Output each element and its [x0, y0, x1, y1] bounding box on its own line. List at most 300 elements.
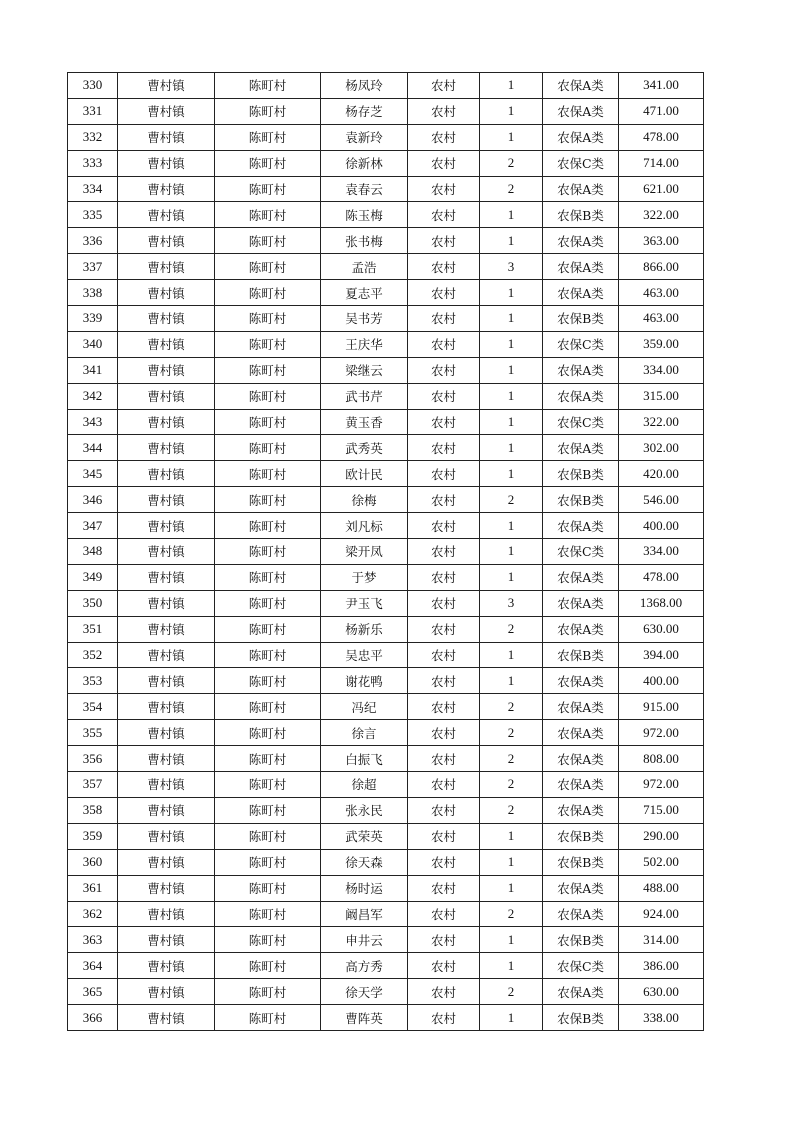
category-cell: 农保A类: [543, 254, 619, 280]
name-cell: 刘凡标: [321, 513, 408, 539]
category-cell: 农保A类: [543, 590, 619, 616]
village-cell: 陈町村: [215, 746, 321, 772]
table-row: [68, 694, 704, 720]
household-type-cell: 农村: [408, 306, 480, 332]
household-size-cell: 2: [480, 487, 543, 513]
amount-cell: 338.00: [619, 1005, 704, 1031]
serial-number-cell: 362: [68, 901, 118, 927]
category-cell: 农保A类: [543, 694, 619, 720]
table-row: [68, 720, 704, 746]
table-row: [68, 409, 704, 435]
household-type-cell: 农村: [408, 746, 480, 772]
table-row: [68, 927, 704, 953]
category-cell: 农保A类: [543, 720, 619, 746]
town-cell: 曹村镇: [118, 331, 215, 357]
amount-cell: 386.00: [619, 953, 704, 979]
category-cell: 农保A类: [543, 73, 619, 99]
household-type-cell: 农村: [408, 280, 480, 306]
village-cell: 陈町村: [215, 901, 321, 927]
household-size-cell: 1: [480, 306, 543, 332]
town-cell: 曹村镇: [118, 228, 215, 254]
household-type-cell: 农村: [408, 668, 480, 694]
category-cell: 农保B类: [543, 642, 619, 668]
serial-number-cell: 364: [68, 953, 118, 979]
village-cell: 陈町村: [215, 409, 321, 435]
household-type-cell: 农村: [408, 150, 480, 176]
household-size-cell: 1: [480, 73, 543, 99]
category-cell: 农保C类: [543, 953, 619, 979]
amount-cell: 400.00: [619, 513, 704, 539]
household-type-cell: 农村: [408, 927, 480, 953]
table-row: [68, 98, 704, 124]
table-row: [68, 668, 704, 694]
serial-number-cell: 338: [68, 280, 118, 306]
category-cell: 农保A类: [543, 746, 619, 772]
table-row: [68, 202, 704, 228]
category-cell: 农保B类: [543, 202, 619, 228]
serial-number-cell: 349: [68, 564, 118, 590]
category-cell: 农保B类: [543, 823, 619, 849]
amount-cell: 359.00: [619, 331, 704, 357]
amount-cell: 715.00: [619, 797, 704, 823]
amount-cell: 621.00: [619, 176, 704, 202]
household-size-cell: 1: [480, 383, 543, 409]
serial-number-cell: 340: [68, 331, 118, 357]
village-cell: 陈町村: [215, 772, 321, 798]
serial-number-cell: 358: [68, 797, 118, 823]
household-type-cell: 农村: [408, 331, 480, 357]
town-cell: 曹村镇: [118, 98, 215, 124]
amount-cell: 915.00: [619, 694, 704, 720]
household-type-cell: 农村: [408, 539, 480, 565]
category-cell: 农保A类: [543, 875, 619, 901]
household-type-cell: 农村: [408, 487, 480, 513]
table-row: [68, 435, 704, 461]
amount-cell: 478.00: [619, 124, 704, 150]
table-row: [68, 254, 704, 280]
town-cell: 曹村镇: [118, 1005, 215, 1031]
household-size-cell: 1: [480, 823, 543, 849]
town-cell: 曹村镇: [118, 772, 215, 798]
serial-number-cell: 350: [68, 590, 118, 616]
amount-cell: 394.00: [619, 642, 704, 668]
table-row: [68, 176, 704, 202]
amount-cell: 630.00: [619, 979, 704, 1005]
household-type-cell: 农村: [408, 642, 480, 668]
town-cell: 曹村镇: [118, 564, 215, 590]
town-cell: 曹村镇: [118, 461, 215, 487]
household-size-cell: 1: [480, 461, 543, 487]
village-cell: 陈町村: [215, 98, 321, 124]
name-cell: 吴忠平: [321, 642, 408, 668]
amount-cell: 471.00: [619, 98, 704, 124]
town-cell: 曹村镇: [118, 642, 215, 668]
household-type-cell: 农村: [408, 953, 480, 979]
amount-cell: 363.00: [619, 228, 704, 254]
household-size-cell: 1: [480, 513, 543, 539]
category-cell: 农保A类: [543, 357, 619, 383]
serial-number-cell: 361: [68, 875, 118, 901]
table-row: [68, 124, 704, 150]
amount-cell: 866.00: [619, 254, 704, 280]
name-cell: 徐言: [321, 720, 408, 746]
household-size-cell: 1: [480, 953, 543, 979]
town-cell: 曹村镇: [118, 979, 215, 1005]
village-cell: 陈町村: [215, 150, 321, 176]
table-row: [68, 228, 704, 254]
town-cell: 曹村镇: [118, 254, 215, 280]
serial-number-cell: 333: [68, 150, 118, 176]
town-cell: 曹村镇: [118, 280, 215, 306]
household-type-cell: 农村: [408, 435, 480, 461]
table-row: [68, 875, 704, 901]
name-cell: 袁春云: [321, 176, 408, 202]
amount-cell: 314.00: [619, 927, 704, 953]
amount-cell: 302.00: [619, 435, 704, 461]
serial-number-cell: 360: [68, 849, 118, 875]
household-type-cell: 农村: [408, 513, 480, 539]
household-size-cell: 1: [480, 642, 543, 668]
household-size-cell: 2: [480, 797, 543, 823]
village-cell: 陈町村: [215, 823, 321, 849]
village-cell: 陈町村: [215, 1005, 321, 1031]
table-row: [68, 642, 704, 668]
household-size-cell: 1: [480, 409, 543, 435]
village-cell: 陈町村: [215, 461, 321, 487]
household-size-cell: 2: [480, 720, 543, 746]
amount-cell: 502.00: [619, 849, 704, 875]
serial-number-cell: 341: [68, 357, 118, 383]
table-row: [68, 901, 704, 927]
category-cell: 农保A类: [543, 228, 619, 254]
amount-cell: 808.00: [619, 746, 704, 772]
name-cell: 孟浩: [321, 254, 408, 280]
household-type-cell: 农村: [408, 797, 480, 823]
category-cell: 农保A类: [543, 979, 619, 1005]
household-size-cell: 1: [480, 927, 543, 953]
village-cell: 陈町村: [215, 176, 321, 202]
category-cell: 农保A类: [543, 901, 619, 927]
serial-number-cell: 343: [68, 409, 118, 435]
village-cell: 陈町村: [215, 616, 321, 642]
amount-cell: 463.00: [619, 306, 704, 332]
amount-cell: 924.00: [619, 901, 704, 927]
village-cell: 陈町村: [215, 979, 321, 1005]
town-cell: 曹村镇: [118, 720, 215, 746]
village-cell: 陈町村: [215, 357, 321, 383]
village-cell: 陈町村: [215, 797, 321, 823]
town-cell: 曹村镇: [118, 409, 215, 435]
town-cell: 曹村镇: [118, 616, 215, 642]
village-cell: 陈町村: [215, 228, 321, 254]
category-cell: 农保A类: [543, 616, 619, 642]
town-cell: 曹村镇: [118, 124, 215, 150]
town-cell: 曹村镇: [118, 539, 215, 565]
household-type-cell: 农村: [408, 720, 480, 746]
village-cell: 陈町村: [215, 694, 321, 720]
household-size-cell: 2: [480, 901, 543, 927]
category-cell: 农保B类: [543, 487, 619, 513]
household-type-cell: 农村: [408, 901, 480, 927]
household-type-cell: 农村: [408, 383, 480, 409]
table-row: [68, 539, 704, 565]
serial-number-cell: 346: [68, 487, 118, 513]
category-cell: 农保B类: [543, 1005, 619, 1031]
household-type-cell: 农村: [408, 694, 480, 720]
village-cell: 陈町村: [215, 513, 321, 539]
town-cell: 曹村镇: [118, 694, 215, 720]
amount-cell: 488.00: [619, 875, 704, 901]
town-cell: 曹村镇: [118, 176, 215, 202]
village-cell: 陈町村: [215, 73, 321, 99]
serial-number-cell: 354: [68, 694, 118, 720]
table-row: [68, 797, 704, 823]
village-cell: 陈町村: [215, 383, 321, 409]
name-cell: 高方秀: [321, 953, 408, 979]
category-cell: 农保B类: [543, 927, 619, 953]
town-cell: 曹村镇: [118, 202, 215, 228]
town-cell: 曹村镇: [118, 306, 215, 332]
amount-cell: 546.00: [619, 487, 704, 513]
village-cell: 陈町村: [215, 849, 321, 875]
name-cell: 夏志平: [321, 280, 408, 306]
household-type-cell: 农村: [408, 202, 480, 228]
serial-number-cell: 352: [68, 642, 118, 668]
household-size-cell: 1: [480, 668, 543, 694]
category-cell: 农保A类: [543, 435, 619, 461]
table-row: [68, 306, 704, 332]
roster-table: [67, 72, 704, 1031]
category-cell: 农保A类: [543, 772, 619, 798]
town-cell: 曹村镇: [118, 849, 215, 875]
village-cell: 陈町村: [215, 720, 321, 746]
town-cell: 曹村镇: [118, 668, 215, 694]
village-cell: 陈町村: [215, 280, 321, 306]
name-cell: 杨存芝: [321, 98, 408, 124]
household-size-cell: 1: [480, 202, 543, 228]
name-cell: 徐天森: [321, 849, 408, 875]
household-size-cell: 2: [480, 772, 543, 798]
household-size-cell: 2: [480, 616, 543, 642]
serial-number-cell: 339: [68, 306, 118, 332]
category-cell: 农保B类: [543, 306, 619, 332]
household-size-cell: 1: [480, 280, 543, 306]
household-type-cell: 农村: [408, 73, 480, 99]
table-row: [68, 564, 704, 590]
amount-cell: 315.00: [619, 383, 704, 409]
name-cell: 梁开凤: [321, 539, 408, 565]
household-size-cell: 1: [480, 849, 543, 875]
town-cell: 曹村镇: [118, 150, 215, 176]
name-cell: 梁继云: [321, 357, 408, 383]
amount-cell: 1368.00: [619, 590, 704, 616]
amount-cell: 972.00: [619, 772, 704, 798]
household-type-cell: 农村: [408, 176, 480, 202]
category-cell: 农保A类: [543, 383, 619, 409]
name-cell: 吴书芳: [321, 306, 408, 332]
village-cell: 陈町村: [215, 564, 321, 590]
household-type-cell: 农村: [408, 98, 480, 124]
name-cell: 张书梅: [321, 228, 408, 254]
household-type-cell: 农村: [408, 849, 480, 875]
village-cell: 陈町村: [215, 668, 321, 694]
amount-cell: 322.00: [619, 202, 704, 228]
household-type-cell: 农村: [408, 823, 480, 849]
town-cell: 曹村镇: [118, 383, 215, 409]
town-cell: 曹村镇: [118, 875, 215, 901]
name-cell: 于梦: [321, 564, 408, 590]
serial-number-cell: 363: [68, 927, 118, 953]
household-type-cell: 农村: [408, 357, 480, 383]
amount-cell: 334.00: [619, 539, 704, 565]
town-cell: 曹村镇: [118, 953, 215, 979]
household-size-cell: 1: [480, 98, 543, 124]
village-cell: 陈町村: [215, 539, 321, 565]
village-cell: 陈町村: [215, 487, 321, 513]
serial-number-cell: 336: [68, 228, 118, 254]
category-cell: 农保A类: [543, 564, 619, 590]
table-row: [68, 849, 704, 875]
village-cell: 陈町村: [215, 306, 321, 332]
town-cell: 曹村镇: [118, 823, 215, 849]
table-row: [68, 487, 704, 513]
name-cell: 武荣英: [321, 823, 408, 849]
serial-number-cell: 334: [68, 176, 118, 202]
town-cell: 曹村镇: [118, 357, 215, 383]
amount-cell: 463.00: [619, 280, 704, 306]
household-size-cell: 2: [480, 746, 543, 772]
table-row: [68, 823, 704, 849]
household-size-cell: 3: [480, 254, 543, 280]
serial-number-cell: 347: [68, 513, 118, 539]
household-type-cell: 农村: [408, 616, 480, 642]
name-cell: 杨新乐: [321, 616, 408, 642]
serial-number-cell: 331: [68, 98, 118, 124]
serial-number-cell: 342: [68, 383, 118, 409]
town-cell: 曹村镇: [118, 435, 215, 461]
town-cell: 曹村镇: [118, 927, 215, 953]
category-cell: 农保B类: [543, 461, 619, 487]
table-row: [68, 383, 704, 409]
town-cell: 曹村镇: [118, 73, 215, 99]
serial-number-cell: 353: [68, 668, 118, 694]
household-type-cell: 农村: [408, 875, 480, 901]
household-type-cell: 农村: [408, 772, 480, 798]
serial-number-cell: 355: [68, 720, 118, 746]
town-cell: 曹村镇: [118, 590, 215, 616]
household-size-cell: 1: [480, 357, 543, 383]
village-cell: 陈町村: [215, 331, 321, 357]
household-size-cell: 2: [480, 979, 543, 1005]
category-cell: 农保A类: [543, 98, 619, 124]
amount-cell: 420.00: [619, 461, 704, 487]
name-cell: 尹玉飞: [321, 590, 408, 616]
amount-cell: 478.00: [619, 564, 704, 590]
household-type-cell: 农村: [408, 124, 480, 150]
amount-cell: 972.00: [619, 720, 704, 746]
table-row: [68, 513, 704, 539]
table-row: [68, 73, 704, 99]
name-cell: 武秀英: [321, 435, 408, 461]
category-cell: 农保A类: [543, 176, 619, 202]
village-cell: 陈町村: [215, 435, 321, 461]
category-cell: 农保C类: [543, 150, 619, 176]
village-cell: 陈町村: [215, 124, 321, 150]
name-cell: 王庆华: [321, 331, 408, 357]
serial-number-cell: 345: [68, 461, 118, 487]
household-size-cell: 1: [480, 124, 543, 150]
name-cell: 白振飞: [321, 746, 408, 772]
serial-number-cell: 330: [68, 73, 118, 99]
village-cell: 陈町村: [215, 953, 321, 979]
amount-cell: 290.00: [619, 823, 704, 849]
household-size-cell: 2: [480, 176, 543, 202]
table-row: [68, 1005, 704, 1031]
name-cell: 谢花鸭: [321, 668, 408, 694]
table-row: [68, 357, 704, 383]
table-row: [68, 150, 704, 176]
serial-number-cell: 351: [68, 616, 118, 642]
name-cell: 曹阵英: [321, 1005, 408, 1031]
household-size-cell: 1: [480, 564, 543, 590]
serial-number-cell: 359: [68, 823, 118, 849]
village-cell: 陈町村: [215, 254, 321, 280]
household-size-cell: 1: [480, 875, 543, 901]
serial-number-cell: 335: [68, 202, 118, 228]
table-row: [68, 461, 704, 487]
household-size-cell: 3: [480, 590, 543, 616]
table-row: [68, 331, 704, 357]
serial-number-cell: 365: [68, 979, 118, 1005]
table-row: [68, 953, 704, 979]
name-cell: 袁新玲: [321, 124, 408, 150]
amount-cell: 714.00: [619, 150, 704, 176]
category-cell: 农保A类: [543, 668, 619, 694]
table-row: [68, 616, 704, 642]
roster-table-body: [68, 73, 704, 1031]
village-cell: 陈町村: [215, 927, 321, 953]
household-type-cell: 农村: [408, 228, 480, 254]
household-type-cell: 农村: [408, 979, 480, 1005]
household-type-cell: 农村: [408, 461, 480, 487]
town-cell: 曹村镇: [118, 901, 215, 927]
serial-number-cell: 344: [68, 435, 118, 461]
table-row: [68, 772, 704, 798]
name-cell: 徐超: [321, 772, 408, 798]
name-cell: 陈玉梅: [321, 202, 408, 228]
amount-cell: 341.00: [619, 73, 704, 99]
town-cell: 曹村镇: [118, 797, 215, 823]
table-row: [68, 280, 704, 306]
town-cell: 曹村镇: [118, 513, 215, 539]
name-cell: 徐梅: [321, 487, 408, 513]
category-cell: 农保A类: [543, 280, 619, 306]
name-cell: 张永民: [321, 797, 408, 823]
category-cell: 农保B类: [543, 849, 619, 875]
name-cell: 欧计民: [321, 461, 408, 487]
category-cell: 农保A类: [543, 797, 619, 823]
name-cell: 徐新林: [321, 150, 408, 176]
serial-number-cell: 348: [68, 539, 118, 565]
household-type-cell: 农村: [408, 590, 480, 616]
name-cell: 杨时运: [321, 875, 408, 901]
amount-cell: 322.00: [619, 409, 704, 435]
amount-cell: 630.00: [619, 616, 704, 642]
name-cell: 徐天学: [321, 979, 408, 1005]
table-row: [68, 590, 704, 616]
household-size-cell: 2: [480, 150, 543, 176]
town-cell: 曹村镇: [118, 746, 215, 772]
